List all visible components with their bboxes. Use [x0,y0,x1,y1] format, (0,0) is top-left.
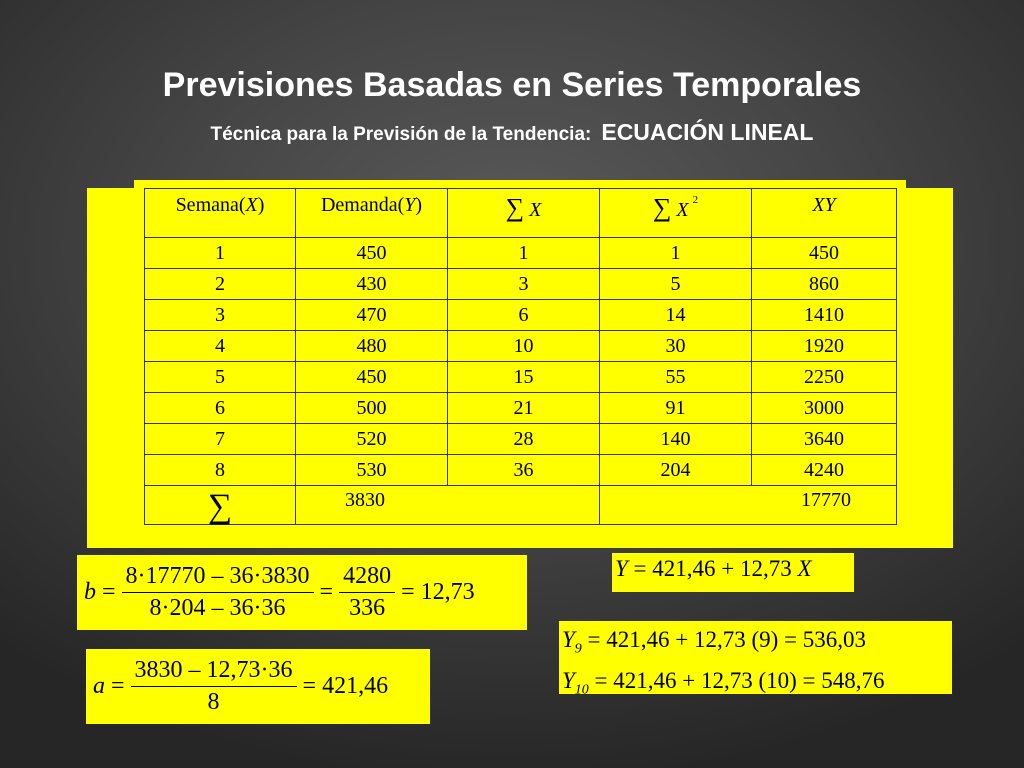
formula-a-fraction: $\frac{3830 - 12,73\cdot 36}{8}$ [131,657,297,716]
formula-b-result: 12,73 [420,579,475,605]
table-row: 1 450 1 1 450 [145,238,897,269]
equation-box: Y = 421,46 + 12,73 X [612,553,854,592]
sigma-icon: ∑ [207,488,233,525]
forecast-line-9: $Y_9 = 421,46 + 12,73$ (9) = 536,03 [562,627,867,657]
header-semana: Semana(X) [145,189,296,238]
table-row: 8 530 36 204 4240 [145,455,897,486]
sigma-icon: ∑ [505,193,525,222]
table-row: 6 500 21 91 3000 [145,393,897,424]
formula-a-box: a = $\frac{3830 - 12,73\cdot 36}{8}$ = 421,46 [86,649,430,724]
sigma-icon: ∑ [652,193,672,222]
formula-b-fraction: $\frac{8\cdot 17770 - 36\cdot 3830}{8\cdot 204 - 36\cdot 36}$ [122,563,314,622]
formula-b-var: b [84,579,96,605]
data-table [144,188,897,525]
table-row: 3 470 6 14 1410 [145,300,897,331]
table-header-row [145,189,897,238]
formula-b-fraction-2: $\frac{4280}{336}$ [339,563,395,622]
header-sum-x: ∑ X [448,189,600,238]
header-xy: XY [752,189,897,238]
sum-cell [145,486,296,525]
slide-subtitle [0,119,1024,146]
table-row: 7 520 28 140 3640 [145,424,897,455]
table-row: 4 480 10 30 1920 [145,331,897,362]
formula-a-result: 421,46 [322,673,389,699]
formula-b-box: b = $\frac{8\cdot 17770 - 36\cdot 3830}{8\cdot 204 - 36\cdot 36}$ = $\frac{4280}{336}$ = 12,73 [77,555,527,630]
forecast-box [559,621,952,698]
formula-a-var: a [93,673,105,699]
slide-title: Previsiones Basadas en Series Temporales [162,66,862,104]
table-sum-row [145,486,897,525]
sum-xy-total: 17770 [600,486,897,525]
header-sum-x2: ∑ X $^2$ [600,189,752,238]
table-row: 5 450 15 55 2250 [145,362,897,393]
subtitle-emphasis: ECUACIÓN LINEAL [601,119,814,145]
header-demanda: Demanda(Y) [296,189,448,238]
sum-demand-total: 3830 [296,486,600,525]
forecast-line-10: $Y_{10} = 421,46 + 12,73$ (10) = 548,76 [562,667,885,698]
subtitle-prefix: Técnica para la Previsión de la Tendencia: [210,124,592,145]
table-row: 2 430 3 5 860 [145,269,897,300]
